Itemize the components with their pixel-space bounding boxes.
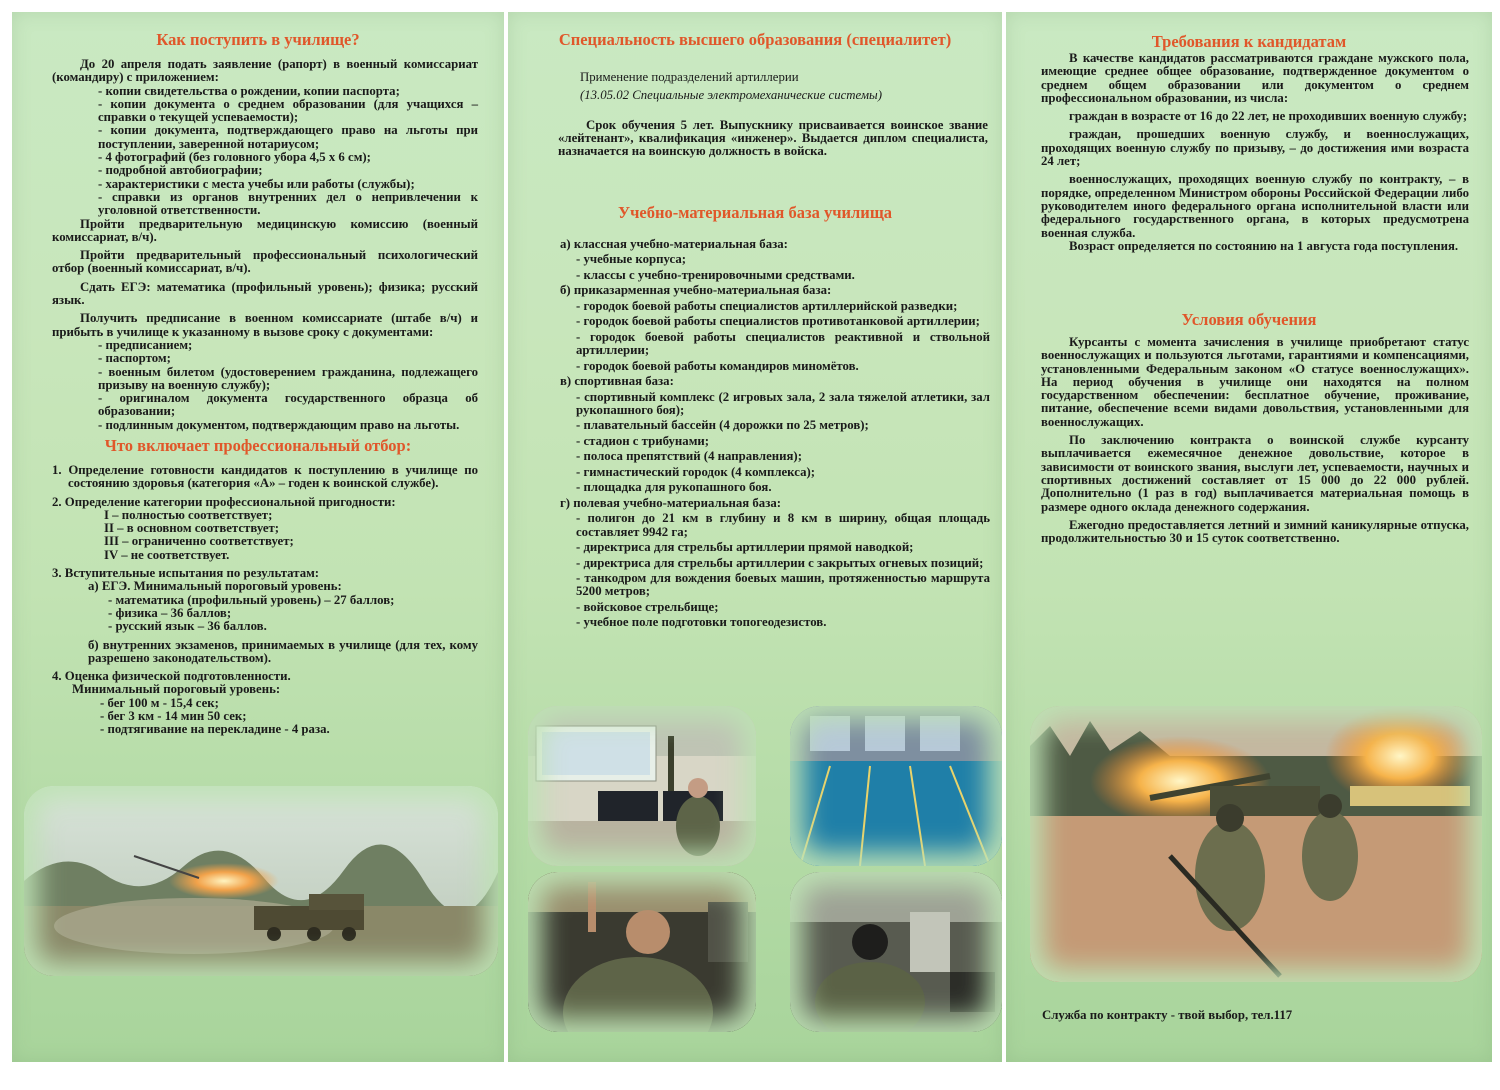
base-category: б) приказарменная учебно-материальная база: (560, 283, 832, 298)
base-item: - директриса для стрельбы артиллерии прямой наводкой; (576, 540, 914, 555)
step-3b: б) внутренних экзаменов, принимаемых в училище (для тех, кому разрешено законодательством). (88, 637, 478, 665)
step-1: 1. Определение готовности кандидатов к поступлению в училище по состоянию здоровья (категория «А» – годен к воинской службе). (52, 463, 478, 491)
photo-cadet-in-vehicle (528, 872, 756, 1032)
req-intro: В качестве кандидатов рассматриваются граждане мужского пола, имеющие среднее общее образование, подтвержденное документом о среднем общем образовании или документом о среднем профессиональном образовании, из числа: (1041, 51, 1469, 105)
req-item-2: граждан, прошедших военную службу, и военнослужащих, проходящих военную службу по призыву, – до достижения ими возраста 24 лет; (1041, 127, 1469, 169)
list-item: - оригиналом документа государственного образца об образовании; (98, 391, 478, 419)
base-item: - плавательный бассейн (4 дорожки по 25 метров); (576, 418, 869, 433)
base-item: - полигон до 21 км в глубину и 8 км в ширину, общая площадь составляет 9942 га; (576, 511, 990, 539)
base-item: - городок боевой работы специалистов артиллерийской разведки; (576, 298, 958, 313)
base-category: в) спортивная база: (560, 374, 674, 389)
photo-rocket-launcher (24, 786, 498, 976)
heading-selection: Что включает профессиональный отбор: (104, 436, 412, 455)
base-item: - классы с учебно-тренировочными средствами. (576, 267, 855, 282)
base-item: - танкодром для вождения боевых машин, протяженностью маршрута 5200 метров; (576, 571, 990, 599)
base-item: - городок боевой работы специалистов противотанковой артиллерии; (576, 314, 980, 329)
training-base-list (560, 238, 990, 632)
step-3a: а) ЕГЭ. Минимальный пороговый уровень: (88, 579, 342, 594)
list-item: - паспортом; (98, 351, 171, 366)
list-item: - бег 3 км - 14 мин 50 сек; (100, 709, 247, 724)
conditions-text (1041, 336, 1469, 545)
base-item: - войсковое стрельбище; (576, 599, 719, 614)
cond-status: Курсанты с момента зачисления в училище приобретают статус военнослужащих и пользуются льготами, гарантиями и компенсациями, установленными Федеральным законом «О статусе военнослужащих». На период обучения в училище они находятся на полном государственном обеспечении: бесплатное обучение, проживание, питание, обеспечение всеми видами довольствия, установленными для военнослужащих. (1041, 335, 1469, 429)
req-age: Возраст определяется по состоянию на 1 августа года поступления. (1069, 238, 1459, 253)
intro-text: До 20 апреля подать заявление (рапорт) в военный комиссариат (командиру) с приложением: (52, 57, 478, 85)
medical-text: Пройти предварительную медицинскую комиссию (военный комиссариат, в/ч). (52, 216, 478, 244)
cond-pay: По заключению контракта о воинской службе курсанту выплачивается ежемесячное денежное довольствие, которое в зависимости от воинского звания, выслуги лет, успеваемости, научных и спортивных достижений составляет от 15 000 до 22 000 рублей. Дополнительно (1 раз в год) выплачивается материальная помощь в размере одного оклада денежного содержания. (1041, 433, 1469, 514)
list-item: - копии свидетельства о рождении, копии паспорта; (98, 83, 400, 98)
heading-base: Учебно-материальная база училища (618, 203, 892, 222)
list-item: - копии документа о среднем образовании (для учащихся – справки о текущей успеваемости); (98, 96, 478, 125)
base-item: - городок боевой работы специалистов реактивной и ствольной артиллерии; (576, 329, 990, 358)
photo-command-post (528, 706, 756, 866)
specialty-code: (13.05.02 Специальные электромеханические системы) (580, 88, 882, 103)
base-item: - площадка для рукопашного боя. (576, 480, 772, 495)
documents-list (52, 85, 478, 218)
photo-swimming-pool (790, 706, 1002, 866)
list-item: - подробной автобиографии; (98, 163, 263, 178)
base-item: - полоса препятствий (4 направления); (576, 449, 802, 464)
list-item: - характеристики с места учебы или работы (службы); (98, 176, 415, 191)
step-4a: Минимальный пороговый уровень: (72, 682, 281, 697)
selection-steps (52, 464, 478, 737)
base-category: а) классная учебно-материальная база: (560, 237, 788, 251)
req-item-1: граждан в возрасте от 16 до 22 лет, не проходивших военную службу; (1069, 109, 1468, 124)
heading-specialty: Специальность высшего образования (специалитет) (558, 30, 952, 49)
specialty-block (558, 71, 988, 158)
ege-scores-list (52, 594, 478, 634)
order-text: Получить предписание в военном комиссариате (штабе в/ч) и прибыть в училище к указанному в вызове сроку с документами: (52, 311, 478, 339)
list-item: IV – не соответствует. (104, 547, 230, 562)
step-4: 4. Оценка физической подготовленности. (52, 669, 291, 684)
cond-vacation: Ежегодно предоставляется летний и зимний каникулярные отпуска, продолжительностью 30 и 15 суток соответственно. (1041, 517, 1469, 546)
list-item: - копии документа, подтверждающего право на льготы при поступлении, заверенной нотариусом; (98, 123, 478, 151)
base-item: - учебные корпуса; (576, 252, 686, 267)
list-item: - бег 100 м - 15,4 сек; (100, 695, 219, 710)
psych-text: Пройти предварительный профессиональный психологический отбор (военный комиссариат, в/ч). (52, 248, 478, 276)
list-item: III – ограниченно соответствует; (104, 534, 294, 549)
base-item: - гимнастический городок (4 комплекса); (576, 464, 815, 479)
base-item: - стадион с трибунами; (576, 433, 710, 448)
base-item: - директриса для стрельбы артиллерии с закрытых огневых позиций; (576, 555, 984, 570)
arrival-documents-list (52, 339, 478, 432)
contract-service-caption: Служба по контракту - твой выбор, тел.117 (1042, 1008, 1293, 1022)
base-item: - городок боевой работы командиров миномётов. (576, 358, 859, 373)
heading-requirements: Требования к кандидатам (1151, 32, 1347, 51)
list-item: - подтягивание на перекладине - 4 раза. (100, 722, 330, 737)
base-category: г) полевая учебно-материальная база: (560, 495, 781, 510)
photo-training-cabin (790, 872, 1002, 1032)
list-item: - русский язык – 36 баллов. (108, 619, 267, 634)
list-item: - математика (профильный уровень) – 27 баллов; (108, 592, 395, 607)
list-item: - подлинным документом, подтверждающим право на льготы. (98, 417, 460, 432)
heading-how-to-apply: Как поступить в училище? (156, 30, 360, 49)
list-item: - военным билетом (удостоверением гражданина, подлежащего призыву на военную службу); (98, 364, 478, 392)
list-item: - предписанием; (98, 337, 193, 352)
list-item: - 4 фотографий (без головного убора 4,5 х 6 см); (98, 150, 371, 165)
photo-artillery-firing (1030, 706, 1482, 982)
step-3: 3. Вступительные испытания по результатам: (52, 566, 320, 581)
list-item: I – полностью соответствует; (104, 507, 273, 522)
list-item: II – в основном соответствует; (104, 521, 280, 536)
physical-norms-list (52, 697, 478, 737)
requirements-text (1041, 52, 1469, 253)
base-item: - спортивный комплекс (2 игровых зала, 2 зала тяжелой атлетики, зал рукопашного боя); (576, 389, 990, 417)
req-item-3: военнослужащих, проходящих военную службу по контракту, – в порядке, определенном Министром обороны Российской Федерации либо руководителем иного федерального органа исполнительной власти или федерального государственного органа, в которых предусмотрена военная служба. (1041, 172, 1469, 240)
base-item: - учебное поле подготовки топогеодезистов. (576, 615, 827, 630)
list-item: - физика – 36 баллов; (108, 605, 232, 620)
ege-text: Сдать ЕГЭ: математика (профильный уровень); физика; русский язык. (52, 279, 478, 308)
category-list (52, 509, 478, 562)
list-item: - справки из органов внутренних дел о непривлечении к уголовной ответственности. (98, 189, 478, 218)
admission-steps (52, 58, 478, 432)
heading-conditions: Условия обучения (1181, 310, 1317, 329)
step-2: 2. Определение категории профессиональной пригодности: (52, 494, 396, 509)
study-term: Срок обучения 5 лет. Выпускнику присваивается воинское звание «лейтенант», квалификация «инженер». Выдается диплом специалиста, назначается на воинскую должность в войска. (558, 117, 988, 159)
specialty-name: Применение подразделений артиллерии (580, 70, 799, 84)
